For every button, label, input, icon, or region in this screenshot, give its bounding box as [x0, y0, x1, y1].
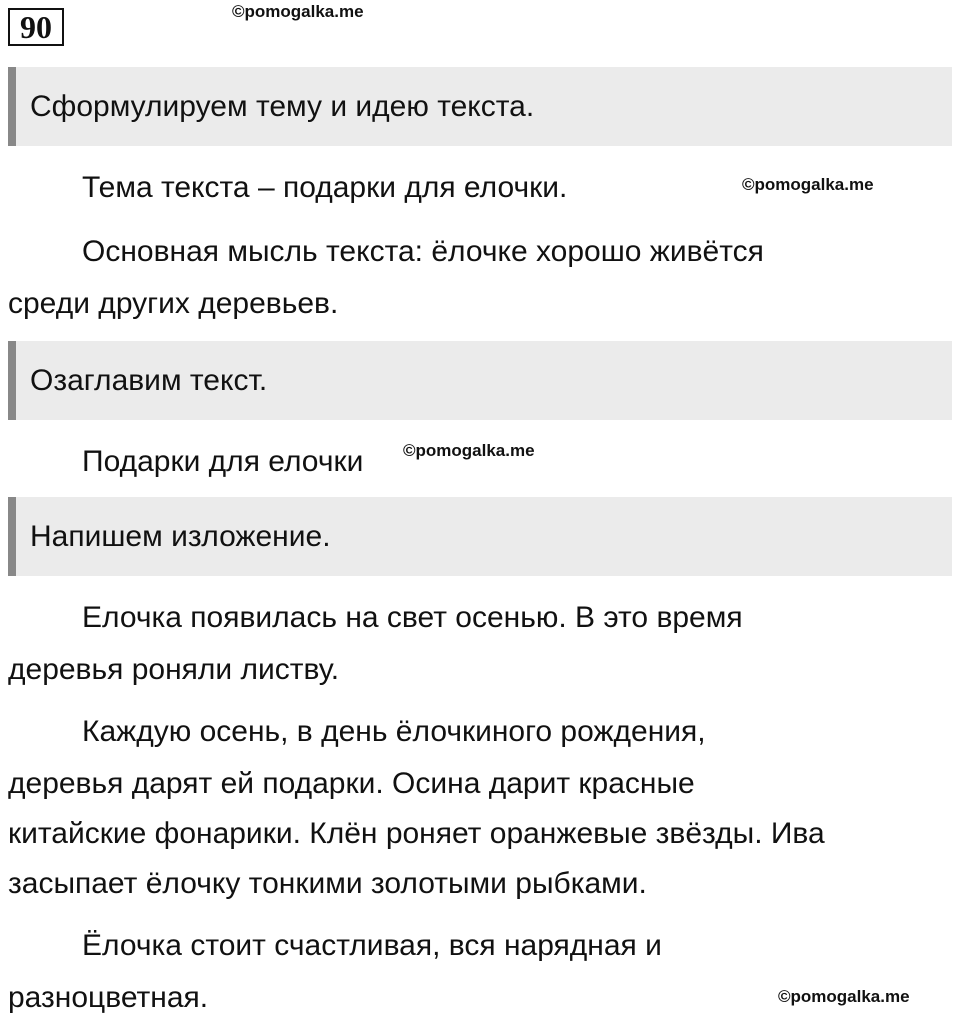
- section-heading-band: [8, 497, 952, 576]
- section-heading-band: [8, 341, 952, 420]
- watermark-right: ©pomogalka.me: [742, 175, 874, 194]
- section-heading-title: Озаглавим текст.: [30, 364, 268, 397]
- section-heading-theme: Сформулируем тему и идею текста.: [30, 90, 535, 123]
- main-idea-line-2: среди других деревьев.: [8, 287, 339, 320]
- exercise-number: 90: [8, 8, 64, 46]
- section-heading-retelling: Напишем изложение.: [30, 520, 331, 553]
- text-title-line: Подарки для елочки: [82, 445, 364, 478]
- retelling-paragraph-2-line-4: засыпает ёлочку тонкими золотыми рыбками.: [8, 867, 647, 900]
- retelling-paragraph-3-line-1: Ёлочка стоит счастливая, вся нарядная и: [82, 929, 662, 962]
- theme-line: Тема текста – подарки для елочки.: [82, 171, 568, 204]
- retelling-paragraph-2-line-1: Каждую осень, в день ёлочкиного рождения,: [82, 715, 706, 748]
- watermark-top: ©pomogalka.me: [232, 2, 364, 21]
- main-idea-line-1: Основная мысль текста: ёлочке хорошо живётся: [82, 235, 764, 268]
- retelling-paragraph-3-line-2: разноцветная.: [8, 981, 209, 1014]
- retelling-paragraph-1-line-1: Елочка появилась на свет осенью. В это время: [82, 601, 743, 634]
- watermark-title: ©pomogalka.me: [403, 441, 535, 460]
- retelling-paragraph-1-line-2: деревья роняли листву.: [8, 653, 340, 686]
- retelling-paragraph-2-line-2: деревья дарят ей подарки. Осина дарит красные: [8, 767, 695, 800]
- watermark-bottom: ©pomogalka.me: [778, 987, 910, 1006]
- section-heading-band: [8, 67, 952, 146]
- retelling-paragraph-2-line-3: китайские фонарики. Клён роняет оранжевые звёзды. Ива: [8, 817, 825, 850]
